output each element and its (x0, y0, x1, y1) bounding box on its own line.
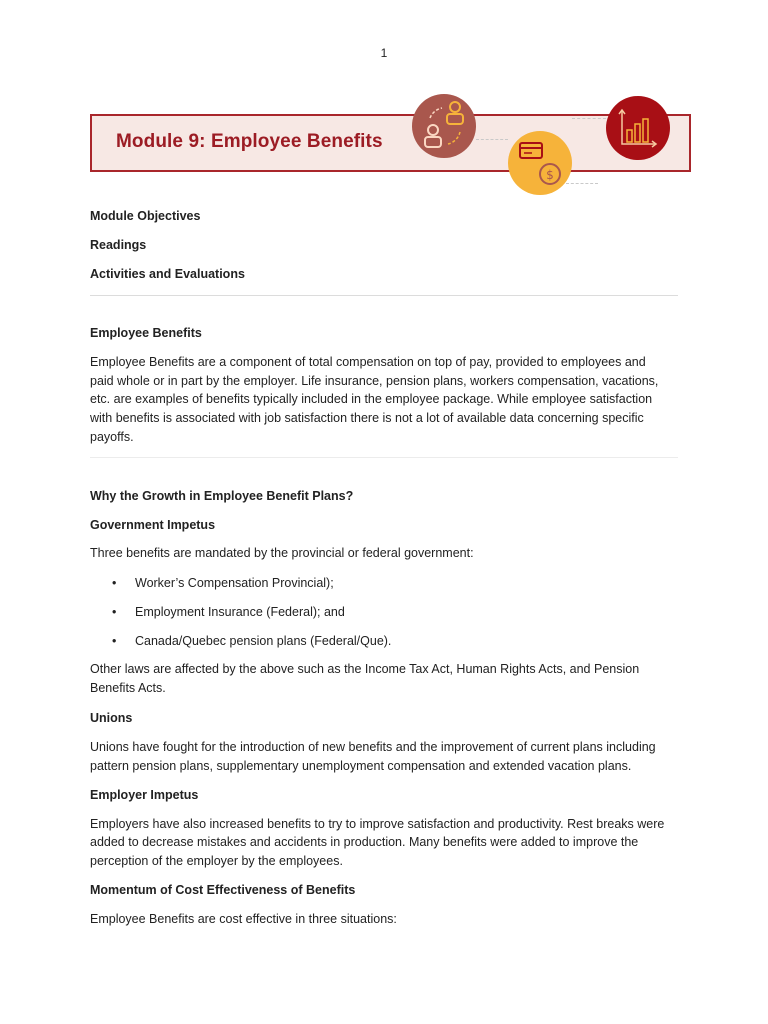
paragraph-line: added to decrease mistakes and accidents in production. Many benefits were added to improve the (90, 835, 639, 849)
list-item-text: Employment Insurance (Federal); and (135, 605, 345, 619)
paragraph-line: pattern pension plans, supplementary unemployment compensation and extended vacation plans. (90, 759, 632, 773)
list-item-text: Worker’s Compensation Provincial); (135, 576, 334, 590)
bar-chart-icon (606, 96, 670, 160)
decorative-dash (572, 118, 606, 119)
subsection-heading: Employer Impetus (90, 788, 199, 802)
subsection-heading: Unions (90, 711, 133, 725)
module-title: Module 9: Employee Benefits (116, 131, 383, 152)
section-divider (90, 457, 678, 458)
paragraph-line: payoffs. (90, 430, 134, 444)
paragraph-line: Benefits Acts. (90, 681, 166, 695)
section-heading: Why the Growth in Employee Benefit Plans? (90, 489, 354, 503)
page-number: 1 (380, 46, 388, 60)
paragraph-line: Unions have fought for the introduction of new benefits and the improvement of current plans including (90, 740, 656, 754)
toc-link-readings[interactable]: Readings (90, 238, 147, 252)
subsection-heading: Government Impetus (90, 518, 216, 532)
paragraph-line: etc. are examples of benefits typically included in the employee package. While employee satisfaction (90, 392, 653, 406)
paragraph-line: Other laws are affected by the above such as the Income Tax Act, Human Rights Acts, and Pension (90, 662, 640, 676)
credit-card-dollar-icon (508, 131, 572, 195)
toc-link-module-objectives[interactable]: Module Objectives (90, 209, 201, 223)
bullet-marker: • (112, 634, 117, 648)
paragraph-line: Three benefits are mandated by the provincial or federal government: (90, 546, 474, 560)
svg-text:$: $ (546, 168, 554, 182)
list-item-text: Canada/Quebec pension plans (Federal/Que). (135, 634, 392, 648)
paragraph-line: Employee Benefits are a component of total compensation on top of pay, provided to employees and (90, 355, 646, 369)
paragraph-line: paid whole or in part by the employer. Life insurance, pension plans, workers compensation, vacations, (90, 374, 659, 388)
paragraph-line: with benefits is associated with job satisfaction there is not a lot of available data concerning specific (90, 411, 644, 425)
paragraph-line: Employers have also increased benefits to try to improve satisfaction and productivity. Rest breaks were (90, 817, 665, 831)
section-heading: Employee Benefits (90, 326, 202, 340)
bullet-marker: • (112, 576, 117, 590)
section-divider (90, 295, 678, 296)
decorative-dash (476, 139, 508, 140)
paragraph-line: Employee Benefits are cost effective in three situations: (90, 912, 397, 926)
subsection-heading: Momentum of Cost Effectiveness of Benefits (90, 883, 356, 897)
toc-link-activities-evaluations[interactable]: Activities and Evaluations (90, 267, 245, 281)
module-banner (90, 114, 691, 172)
bullet-marker: • (112, 605, 117, 619)
paragraph-line: perception of the employer by the employees. (90, 854, 343, 868)
people-exchange-icon (412, 94, 476, 158)
